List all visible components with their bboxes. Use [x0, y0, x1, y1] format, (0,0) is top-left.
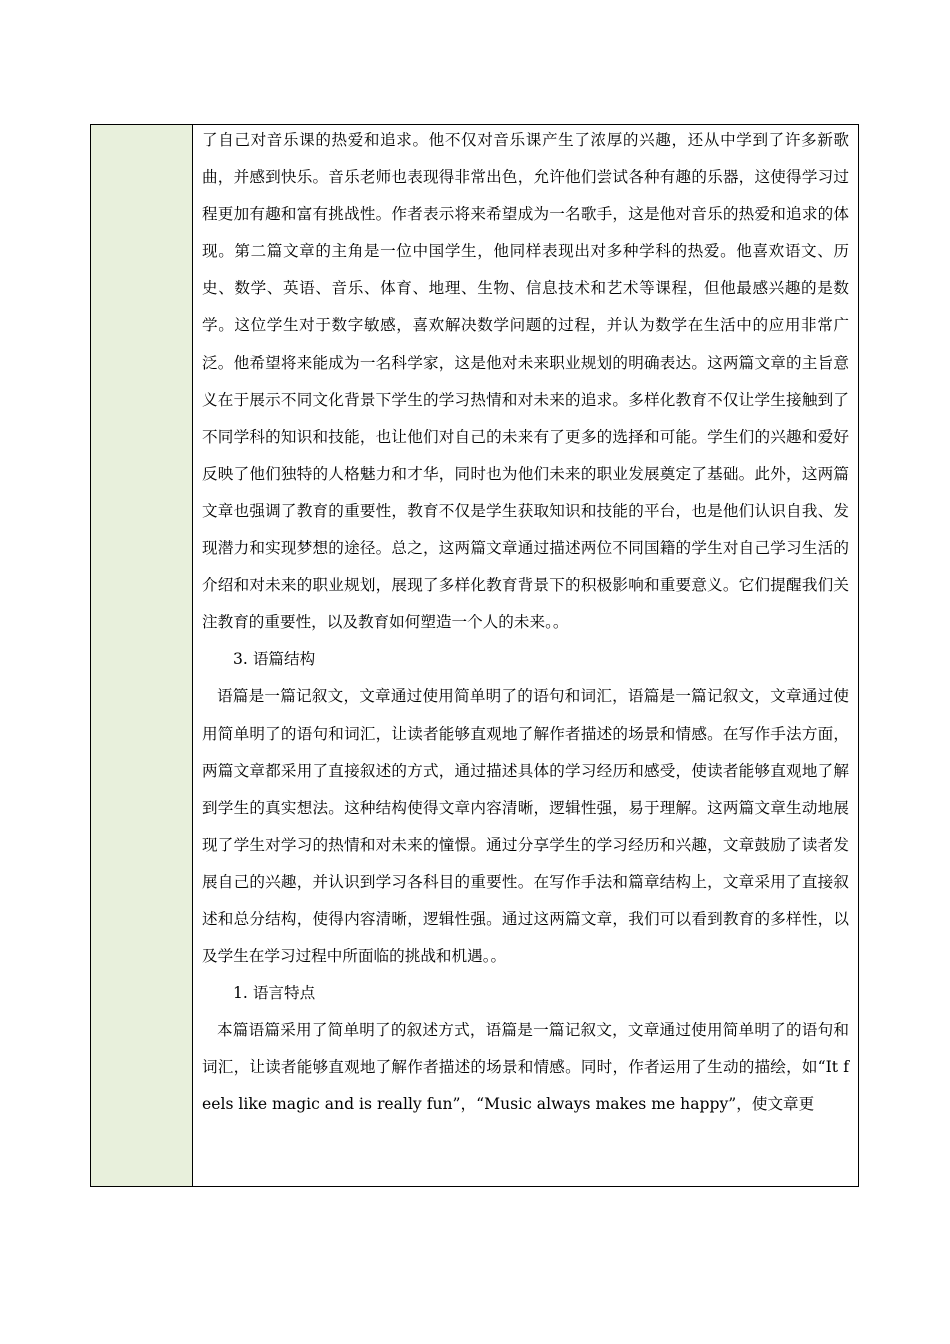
table-label-column — [91, 125, 193, 1186]
content-table — [90, 124, 859, 1187]
section-heading: 1. 语言特点 — [233, 984, 316, 1003]
body-paragraph: 了自己对音乐课的热爱和追求。他不仅对音乐课产生了浓厚的兴趣，还从中学到了许多新歌曲，并感到快乐。音乐老师也表现得非常出色，允许他们尝试各种有趣的乐器，这使得学习过程更加有趣和富有挑战性。作者表示将来希望成为一名歌手，这是他对音乐的热爱和追求的体现。第二篇文章的主角是一位中国学生，他同样表现出对多种学科的热爱。他喜欢语文、历史、数学、英语、音乐、体育、地理、生物、信息技术和艺术等课程，但他最感兴趣的是数学。这位学生对于数字敏感，喜欢解决数学问题的过程，并认为数学在生活中的应用非常广泛。他希望将来能成为一名科学家，这是他对未来职业规划的明确表达。这两篇文章的主旨意义在于展示不同文化背景下学生的学习热情和对未来的追求。多样化教育不仅让学生接触到了不同学科的知识和技能，也让他们对自己的未来有了更多的选择和可能。学生们的兴趣和爱好反映了他们独特的人格魅力和才华，同时也为他们未来的职业发展奠定了基础。此外，这两篇文章也强调了教育的重要性，教育不仅是学生获取知识和技能的平台，也是他们认识自我、发现潜力和实现梦想的途径。总之，这两篇文章通过描述两位不同国籍的学生对自己学习生活的介绍和对未来的职业规划，展现了多样化教育背景下的积极影响和重要意义。它们提醒我们关注教育的重要性，以及教育如何塑造一个人的未来。。 — [202, 131, 849, 632]
table-content-cell — [193, 125, 858, 1186]
section-heading: 3. 语篇结构 — [233, 650, 316, 669]
body-paragraph: 本篇语篇采用了简单明了的叙述方式，语篇是一篇记叙文，文章通过使用简单明了的语句和词汇，让读者能够直观地了解作者描述的场景和情感。同时，作者运用了生动的描绘，如“It feels like magic and is really fun”，“Music always makes me happy”，使文章更 — [202, 1021, 849, 1114]
body-paragraph: 语篇是一篇记叙文，文章通过使用简单明了的语句和词汇，语篇是一篇记叙文，文章通过使用简单明了的语句和词汇，让读者能够直观地了解作者描述的场景和情感。在写作手法方面，两篇文章都采用了直接叙述的方式，通过描述具体的学习经历和感受，使读者能够直观地了解到学生的真实想法。这种结构使得文章内容清晰，逻辑性强，易于理解。这两篇文章生动地展现了学生对学习的热情和对未来的憧憬。通过分享学生的学习经历和兴趣，文章鼓励了读者发展自己的兴趣，并认识到学习各科目的重要性。在写作手法和篇章结构上，文章采用了直接叙述和总分结构，使得内容清晰，逻辑性强。通过这两篇文章，我们可以看到教育的多样性，以及学生在学习过程中所面临的挑战和机遇。。 — [202, 687, 849, 966]
